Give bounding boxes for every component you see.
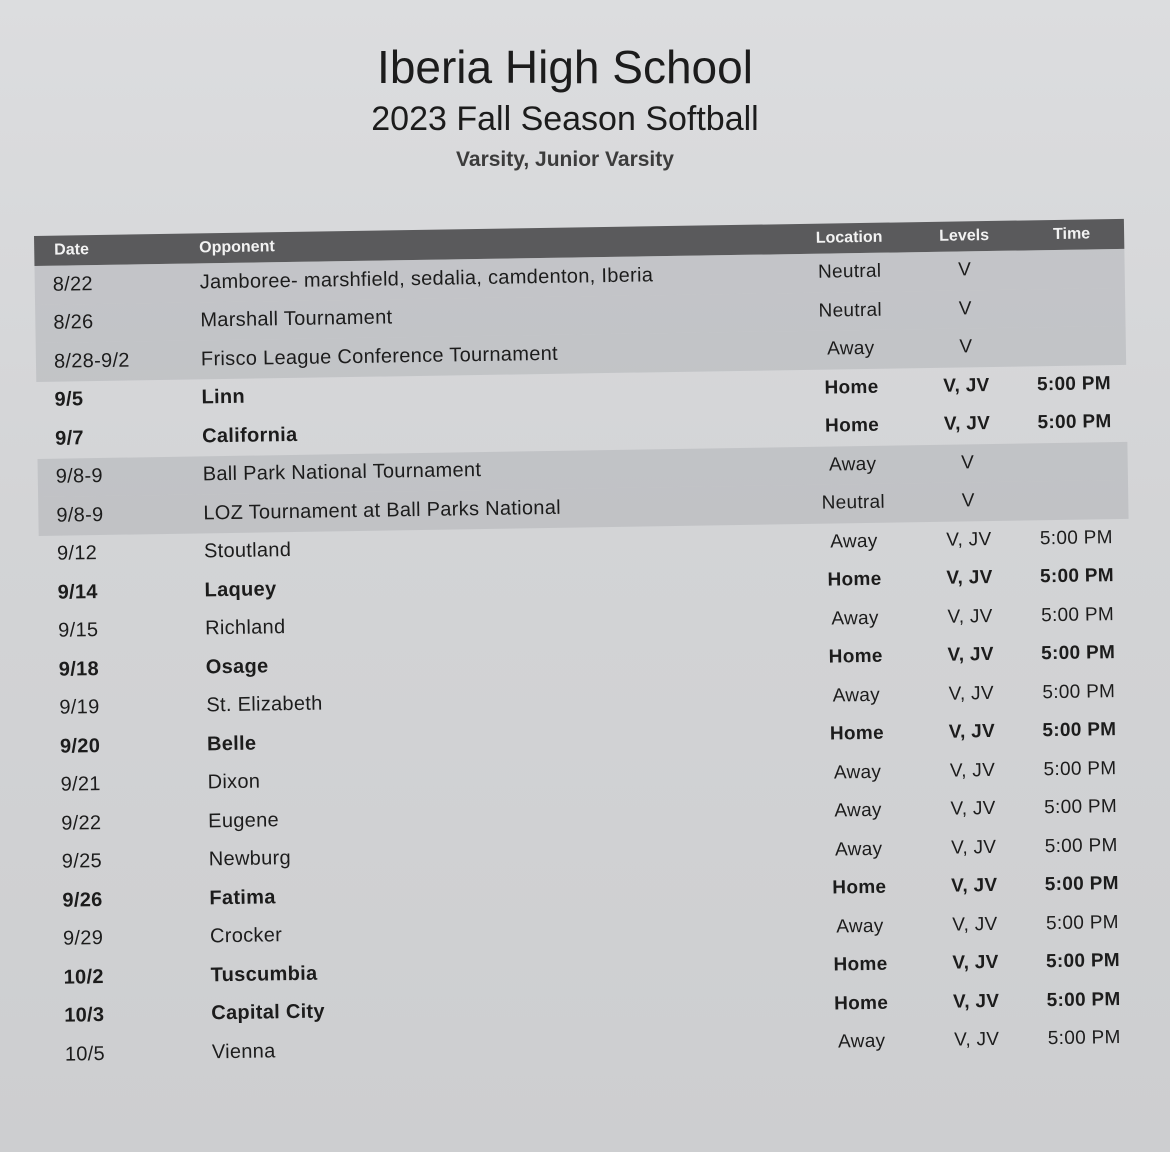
date-cell: 9/8-9 xyxy=(55,465,104,488)
date-cell: 9/22 xyxy=(61,811,102,835)
date-cell: 9/21 xyxy=(60,773,101,796)
opponent-cell: Tuscumbia xyxy=(210,962,318,987)
location-cell: Neutral xyxy=(818,299,883,322)
levels-cell: V, JV xyxy=(947,644,994,666)
opponent-cell: Belle xyxy=(206,732,257,756)
location-cell: Home xyxy=(824,376,879,399)
opponent-cell: Richland xyxy=(205,616,286,640)
time-cell: 5:00 PM xyxy=(1045,911,1120,934)
date-cell: 10/5 xyxy=(64,1042,106,1066)
levels-cell: V, JV xyxy=(943,413,991,435)
levels-cell: V, JV xyxy=(948,721,996,743)
date-cell: 9/7 xyxy=(55,426,85,450)
location-cell: Away xyxy=(836,915,884,938)
levels-cell: V, JV xyxy=(953,1029,1000,1051)
location-cell: Home xyxy=(828,645,883,668)
opponent-cell: Crocker xyxy=(209,924,283,948)
time-cell: 5:00 PM xyxy=(1042,680,1116,703)
levels-cell: V, JV xyxy=(949,759,996,782)
opponent-cell: LOZ Tournament at Ball Parks National xyxy=(203,496,562,525)
location-cell: Home xyxy=(832,876,887,899)
time-cell: 5:00 PM xyxy=(1041,642,1116,665)
location-cell: Away xyxy=(834,838,883,861)
date-cell: 10/3 xyxy=(64,1004,105,1027)
opponent-cell: Capital City xyxy=(211,1000,326,1025)
date-cell: 9/5 xyxy=(54,388,84,411)
levels-cell: V xyxy=(959,336,973,358)
time-cell: 5:00 PM xyxy=(1046,988,1121,1011)
location-cell: Neutral xyxy=(817,260,882,283)
table-body xyxy=(34,249,1137,1075)
page-title: Iberia High School xyxy=(377,41,753,93)
levels-cell: V, JV xyxy=(950,836,997,859)
time-cell xyxy=(1021,345,1126,347)
time-cell: 5:00 PM xyxy=(1047,1027,1121,1050)
location-cell: Home xyxy=(824,415,880,437)
levels-cell: V xyxy=(961,452,975,474)
time-cell: 5:00 PM xyxy=(1044,796,1118,819)
column-header-opponent: Opponent xyxy=(199,238,275,257)
location-cell: Home xyxy=(833,953,888,976)
location-cell: Away xyxy=(828,453,877,476)
date-cell: 9/25 xyxy=(61,850,103,873)
date-cell: 9/29 xyxy=(62,927,104,950)
date-cell: 8/28-9/2 xyxy=(53,349,130,373)
date-cell: 8/26 xyxy=(53,311,94,334)
opponent-cell: Jamboree- marshfield, sedalia, camdenton, Iberia xyxy=(199,264,654,294)
opponent-cell: Linn xyxy=(201,385,246,409)
page-subtitle: 2023 Fall Season Softball xyxy=(371,100,759,139)
time-cell xyxy=(1020,268,1125,270)
opponent-cell: Ball Park National Tournament xyxy=(202,459,482,486)
schedule-table xyxy=(34,219,1137,1075)
opponent-cell: Stoutland xyxy=(203,539,292,563)
levels-cell: V, JV xyxy=(952,990,1000,1013)
levels-cell: V, JV xyxy=(946,567,993,589)
time-cell: 5:00 PM xyxy=(1042,719,1117,742)
time-cell xyxy=(1023,499,1128,501)
time-cell xyxy=(1020,307,1125,309)
location-cell: Home xyxy=(833,992,889,1015)
date-cell: 9/18 xyxy=(58,657,100,681)
opponent-cell: Newburg xyxy=(208,847,292,871)
time-cell: 5:00 PM xyxy=(1044,834,1118,857)
date-cell: 8/22 xyxy=(52,272,94,296)
levels-cell: V xyxy=(958,298,972,320)
opponent-cell: St. Elizabeth xyxy=(206,692,323,717)
location-cell: Home xyxy=(827,568,882,591)
date-cell: 9/26 xyxy=(62,888,103,912)
opponent-cell: Frisco League Conference Tournament xyxy=(200,342,559,371)
date-cell: 9/14 xyxy=(57,580,98,604)
location-cell: Away xyxy=(834,800,882,822)
time-cell: 5:00 PM xyxy=(1039,565,1115,588)
location-cell: Away xyxy=(831,607,879,630)
levels-cell: V, JV xyxy=(952,913,998,936)
location-cell: Away xyxy=(830,530,878,553)
date-cell: 9/12 xyxy=(56,542,98,565)
location-cell: Neutral xyxy=(821,491,886,514)
levels-line: Varsity, Junior Varsity xyxy=(456,147,674,171)
levels-cell: V, JV xyxy=(947,605,993,628)
time-cell: 5:00 PM xyxy=(1043,757,1117,780)
opponent-cell: Marshall Tournament xyxy=(200,306,393,332)
levels-cell: V, JV xyxy=(948,682,995,705)
location-cell: Away xyxy=(827,338,875,360)
date-cell: 10/2 xyxy=(63,965,104,989)
time-cell: 5:00 PM xyxy=(1037,411,1112,434)
time-cell: 5:00 PM xyxy=(1045,950,1121,973)
levels-cell: V, JV xyxy=(946,528,992,551)
location-cell: Away xyxy=(837,1030,886,1053)
levels-cell: V, JV xyxy=(952,952,999,974)
levels-cell: V xyxy=(957,259,972,281)
location-cell: Away xyxy=(833,761,882,784)
opponent-cell: Osage xyxy=(205,655,269,679)
column-header-levels: Levels xyxy=(939,227,990,245)
date-cell: 9/20 xyxy=(59,734,101,758)
column-header-location: Location xyxy=(815,228,883,247)
opponent-cell: Dixon xyxy=(207,770,261,794)
opponent-cell: Fatima xyxy=(209,886,276,910)
date-cell: 9/8-9 xyxy=(56,503,104,527)
time-cell: 5:00 PM xyxy=(1039,526,1113,549)
opponent-cell: Eugene xyxy=(208,808,280,833)
opponent-cell: Laquey xyxy=(204,577,277,602)
time-cell: 5:00 PM xyxy=(1040,603,1115,626)
date-cell: 9/19 xyxy=(59,696,100,719)
column-header-time: Time xyxy=(1052,225,1091,243)
column-header-date: Date xyxy=(54,241,90,259)
date-cell: 9/15 xyxy=(58,619,99,642)
header xyxy=(0,40,1170,172)
location-cell: Home xyxy=(829,722,885,745)
opponent-cell: California xyxy=(201,423,298,448)
time-cell xyxy=(1023,461,1128,463)
levels-cell: V, JV xyxy=(950,798,996,820)
location-cell: Away xyxy=(832,684,881,707)
time-cell: 5:00 PM xyxy=(1044,873,1119,896)
opponent-cell: Vienna xyxy=(211,1040,276,1064)
time-cell: 5:00 PM xyxy=(1036,372,1112,396)
levels-cell: V xyxy=(961,490,975,512)
levels-cell: V, JV xyxy=(951,875,998,897)
levels-cell: V, JV xyxy=(943,374,990,397)
